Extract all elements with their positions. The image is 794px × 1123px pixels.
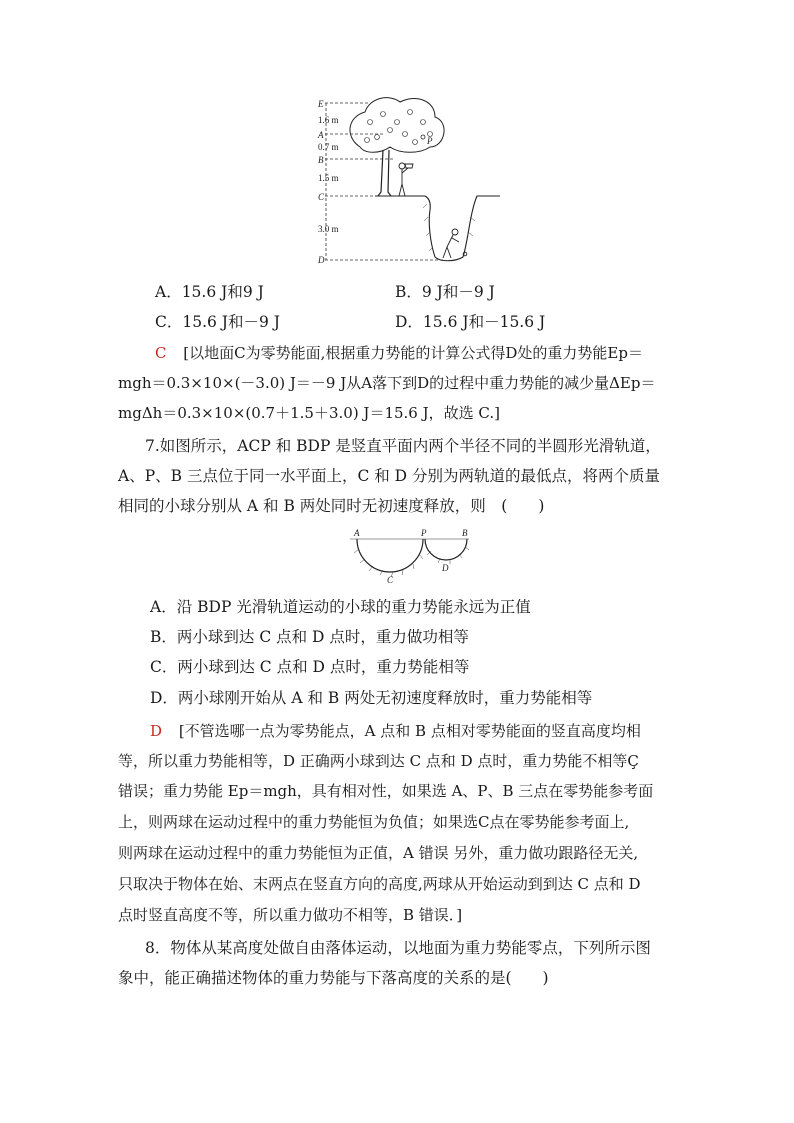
height-label: 0.7 m (318, 142, 339, 152)
q7-explanation-line: 上，则两球在运动过程中的重力势能恒为负值；如果选C点在零势能参考面上, (118, 813, 630, 831)
q7-option-d: D．两小球刚开始从 A 和 B 两处无初速度释放时，重力势能相等 (150, 689, 593, 707)
q7-option-a: A．沿 BDP 光滑轨道运动的小球的重力势能永远为正值 (150, 598, 531, 616)
label-D: D (442, 563, 449, 573)
semicircle-tracks-figure (345, 527, 475, 585)
q7-explanation-line: 则两球在运动过程中的重力势能恒为正值，A 错误 另外，重力做功跟路径无关, (118, 844, 639, 862)
q7-explanation-line: 等，所以重力势能相等，D 正确两小球到达 C 点和 D 点时，重力势能不相等Ç (118, 752, 639, 770)
height-label: 1.6 m (318, 115, 339, 125)
q7-explanation-line: 错误；重力势能 Ep＝mgh，具有相对性，如果选 A、P、B 三点在零势能参考面 (118, 782, 654, 800)
label-D: D (318, 255, 325, 265)
q6-explanation-text: [以地面C为零势能面,根据重力势能的计算公式得D处的重力势能Ep＝ (183, 344, 643, 362)
label-B: B (462, 528, 468, 538)
q6-option-b: B．9 J和－9 J (395, 283, 495, 301)
label-A: A (354, 528, 360, 538)
q7-option-b: B．两小球到达 C 点和 D 点时，重力做功相等 (150, 628, 469, 646)
height-label: 3.0 m (318, 224, 339, 234)
q7-answer-letter: D (150, 722, 163, 740)
q6-option-c: C．15.6 J和－9 J (155, 313, 281, 331)
q6-explanation-line: mgΔh＝0.3×10×(0.7＋1.5＋3.0) J＝15.6 J，故选 C.] (118, 404, 500, 422)
label-C: C (387, 575, 394, 585)
q7-explanation-line: 点时竖直高度不等，所以重力做功不相等，B 错误．] (118, 906, 463, 924)
q8-stem-line: 8．物体从某高度处做自由落体运动，以地面为重力势能零点，下列所示图 (145, 939, 651, 957)
tree-pit-figure (305, 92, 520, 267)
label-A: A (318, 130, 324, 140)
q7-stem-line: 相同的小球分别从 A 和 B 两处同时无初速度释放，则 ( ) (118, 497, 545, 515)
label-P: P (427, 136, 433, 146)
label-C: C (318, 192, 325, 202)
q6-answer-letter: C (155, 344, 167, 362)
q7-stem-line: 7.如图所示，ACP 和 BDP 是竖直平面内两个半径不同的半圆形光滑轨道， (145, 437, 661, 455)
q7-answer-line (150, 721, 641, 741)
label-E: E (318, 99, 324, 109)
q6-option-a: A．15.6 J和9 J (155, 283, 264, 301)
q7-stem-line: A、P、B 三点位于同一水平面上，C 和 D 分别为两轨道的最低点，将两个质量 (118, 467, 661, 485)
label-P: P (421, 528, 427, 538)
q6-answer-line (155, 343, 643, 363)
q6-explanation-line: mgh＝0.3×10×(－3.0) J＝－9 J从A落下到D的过程中重力势能的减少量ΔEp＝ (118, 374, 656, 392)
label-B: B (318, 155, 324, 165)
q6-option-d: D．15.6 J和－15.6 J (395, 313, 546, 331)
q7-explanation-line: 只取决于物体在始、末两点在竖直方向的高度,两球从开始运动到到达 C 点和 D (118, 875, 641, 893)
height-label: 1.5 m (318, 173, 339, 183)
q7-explanation-text: [不管选哪一点为零势能点，A 点和 B 点相对零势能面的竖直高度均相 (178, 722, 641, 740)
q7-option-c: C．两小球到达 C 点和 D 点时，重力势能相等 (150, 658, 470, 676)
q8-stem-line: 象中，能正确描述物体的重力势能与下落高度的关系的是( ) (118, 969, 549, 987)
